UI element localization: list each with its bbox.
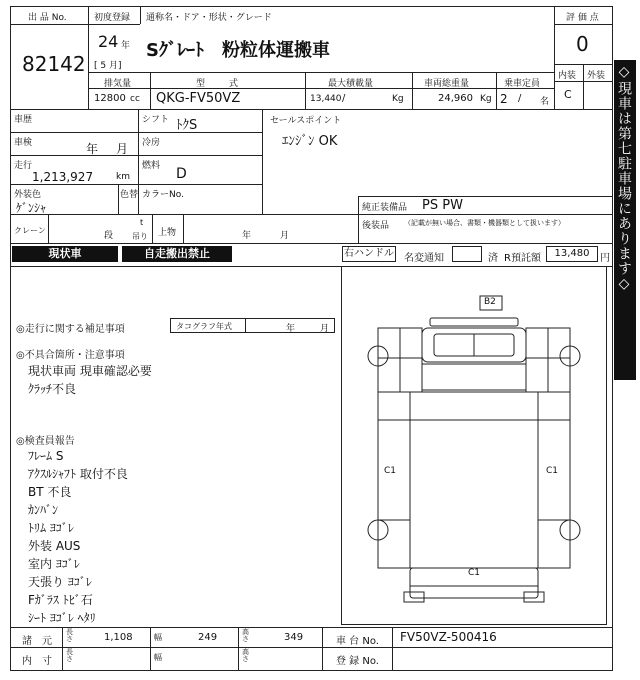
interior-dims-label: 内 寸 (22, 656, 52, 667)
mileage-label: 走行 (14, 161, 33, 171)
max-load-kg: Kg (392, 94, 404, 104)
vehicle-name: Sｸﾞﾚｰﾄ 粉粒体運搬車 (146, 40, 330, 61)
height-value: 349 (284, 632, 304, 643)
gross-weight-value: 24,960 (438, 93, 473, 104)
inspector-report-title: ◎検査員報告 (16, 436, 75, 447)
notice-badge: 自走搬出禁止 (122, 246, 232, 262)
model-code: QKG-FV50VZ (156, 91, 241, 106)
inspector-line-5: ﾄﾘﾑ ﾖｺﾞﾚ (28, 521, 74, 535)
inspector-line-8: 天張り ﾖｺﾞﾚ (28, 575, 92, 589)
defect-line-1: 現状車両 現車確認必要 (28, 364, 152, 378)
year-unit: 年 (121, 41, 131, 51)
lot-number-label: 出 品 No. (28, 13, 67, 23)
recycle-paid: 済 (488, 253, 498, 264)
max-load-label: 最大積載量 (328, 79, 374, 89)
sales-point-text: ｴﾝｼﾞﾝ OK (282, 134, 338, 149)
aftermarket-note: （記載が無い場合、書類・機器類として扱います） (404, 219, 565, 227)
sales-point-label: セールスポイント (270, 116, 342, 126)
length-value: 1,108 (104, 632, 133, 643)
tachograph-label: タコグラフ年式 (176, 322, 232, 331)
capacity-unit: 名 (540, 97, 550, 107)
equipment-value: PS PW (422, 198, 463, 213)
name-change-label: 名変通知 (404, 253, 444, 264)
inspection-label: 車検 (14, 138, 33, 148)
damage-mark-c1-bottom: C1 (468, 568, 481, 578)
color-label: 外装色 (14, 190, 42, 200)
inspector-line-10: ｼｰﾄ ﾖｺﾞﾚ ﾍﾀﾘ (28, 611, 96, 625)
color-change-label: 色替 (120, 190, 139, 200)
crane-lift: 吊り (132, 232, 148, 241)
registration-year: 24 (98, 32, 119, 51)
damage-mark-b2: B2 (484, 297, 496, 307)
registration-no-label: 登 録 No. (336, 656, 379, 667)
max-load-value: 13,440 (310, 94, 342, 104)
first-registration-label: 初度登録 (94, 13, 131, 23)
interior-length-label: 長さ (66, 648, 73, 663)
fuel-value: D (176, 166, 187, 182)
upper-body-year: 年 (242, 231, 252, 241)
cooler-label: 冷房 (142, 138, 161, 148)
inspector-line-7: 室内 ﾖｺﾞﾚ (28, 557, 80, 571)
gross-weight-kg: Kg (480, 94, 492, 104)
capacity-sep: / (518, 93, 522, 104)
parking-note: ◇現車は第七駐車場にあります◇ (616, 64, 632, 293)
defect-line-2: ｸﾗｯﾁ不良 (28, 382, 77, 396)
crane-label: クレーン (14, 226, 46, 235)
registration-month: [ 5 月] (94, 61, 122, 71)
max-load-sep: / (342, 93, 346, 104)
shift-label: シフト (142, 115, 170, 125)
tachograph-year: 年 (286, 324, 296, 334)
inspector-line-4: ｶﾝﾊﾞﾝ (28, 503, 59, 517)
inspection-year: 年 (86, 142, 99, 156)
displacement-value: 12800 (94, 93, 126, 104)
inspector-line-3: BT 不良 (28, 485, 72, 499)
damage-mark-c1-right: C1 (546, 466, 559, 476)
spec-label: 諸 元 (22, 636, 52, 647)
recycle-label: R預託額 (504, 253, 541, 264)
name-change-box (452, 246, 482, 262)
chassis-number: FV50VZ-500416 (400, 630, 497, 644)
interior-label: 内装 (558, 71, 577, 81)
displacement-label: 排気量 (104, 79, 132, 89)
lot-number: 82142 (22, 52, 86, 76)
inspection-month: 月 (116, 142, 129, 156)
upper-body-label: 上物 (158, 228, 177, 238)
interior-grade: C (564, 88, 572, 101)
interior-width-label: 幅 (154, 653, 162, 662)
mileage-value: 1,213,927 (32, 170, 94, 184)
shift-value: ﾄｸS (176, 118, 198, 133)
driving-notes-title: ◎走行に関する補足事項 (16, 324, 125, 335)
drive-side-box: 右ハンドル (342, 246, 396, 262)
equipment-label: 純正装備品 (362, 203, 408, 213)
mileage-unit: km (116, 172, 130, 182)
inspector-line-1: ﾌﾚｰﾑ S (28, 449, 64, 463)
tachograph-month: 月 (320, 324, 330, 334)
yen-unit: 円 (600, 253, 610, 264)
crane-stage: 段 (104, 231, 114, 241)
chassis-label: 車 台 No. (336, 636, 379, 647)
inspector-line-2: ｱｸｽﾙｼｬﾌﾄ 取付不良 (28, 467, 128, 481)
model-label: 型 式 (196, 79, 241, 89)
upper-body-month: 月 (280, 231, 290, 241)
capacity-value: 2 (500, 92, 508, 106)
defect-title: ◎不具合箇所・注意事項 (16, 350, 125, 361)
fuel-label: 燃料 (142, 161, 161, 171)
inspector-line-9: Fｶﾞﾗｽ ﾄﾋﾞ石 (28, 593, 93, 607)
gross-weight-label: 車両総重量 (424, 79, 470, 89)
interior-height-label: 高さ (242, 648, 249, 663)
score-value: 0 (576, 32, 589, 56)
aftermarket-label: 後装品 (362, 221, 390, 231)
recycle-amount: 13,480 (546, 246, 598, 262)
inspector-line-6: 外装 AUS (28, 539, 81, 553)
status-badge: 現状車 (12, 246, 118, 262)
color-code-label: カラーNo. (142, 190, 184, 200)
vehicle-name-label: 通称名・ドア・形状・グレード (146, 13, 272, 23)
length-label: 長さ (66, 628, 73, 643)
width-value: 249 (198, 632, 218, 643)
width-label: 幅 (154, 633, 162, 642)
height-label: 高さ (242, 628, 249, 643)
score-label: 評 価 点 (566, 13, 599, 23)
capacity-label: 乗車定員 (504, 79, 541, 89)
displacement-unit: cc (130, 94, 140, 104)
crane-ton: t (140, 218, 144, 227)
exterior-label: 外装 (587, 71, 606, 81)
color-value: ｹﾞﾝｼｬ (16, 201, 47, 215)
damage-mark-c1-left: C1 (384, 466, 397, 476)
history-label: 車歴 (14, 115, 33, 125)
